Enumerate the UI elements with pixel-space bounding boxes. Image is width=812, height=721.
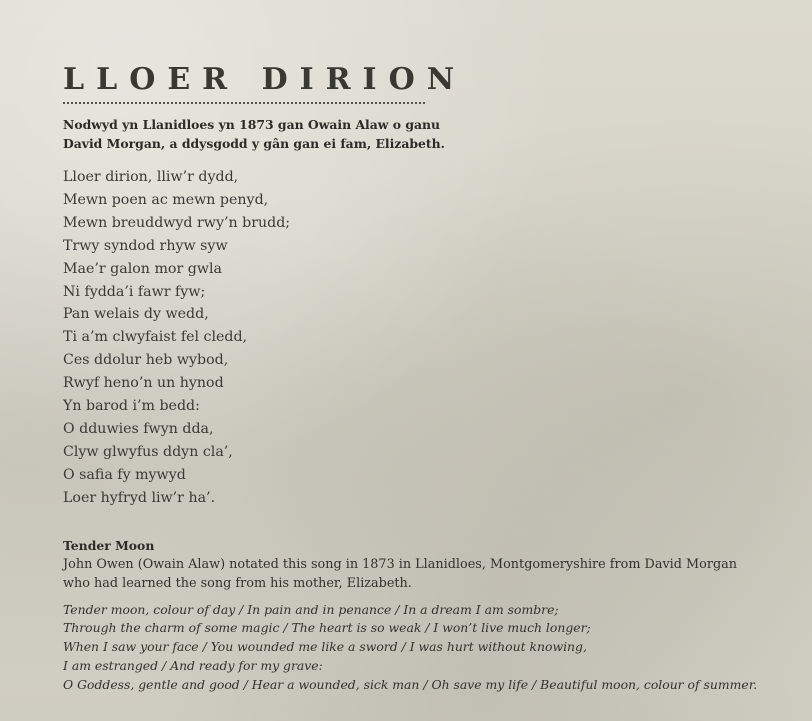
translation-line: Through the charm of some magic / The heart is so weak / I won’t live much longer;: [63, 620, 591, 636]
poem-line: Loer hyfryd liw’r ha’.: [63, 489, 216, 506]
english-title: Tender Moon: [63, 537, 155, 553]
poem-line: Mewn poen ac mewn penyd,: [63, 191, 269, 208]
poem-line: Pan welais dy wedd,: [63, 306, 209, 323]
poem-line: O safia fy mywyd: [63, 466, 186, 483]
translation-line: O Goddess, gentle and good / Hear a wounded, sick man / Oh save my life / Beautiful moon, colour of summer.: [63, 676, 758, 692]
poem-line: Ces ddolur heb wybod,: [63, 352, 229, 369]
poem-line: Trwy syndod rhyw syw: [63, 237, 228, 254]
poem-line: Mewn breuddwyd rwy’n brudd;: [63, 214, 291, 231]
poem-line: Ni fydda’i fawr fyw;: [63, 283, 206, 300]
poem-line: Lloer dirion, lliw’r dydd,: [63, 169, 239, 185]
english-intro-line: John Owen (Owain Alaw) notated this song in 1873 in Llanidloes, Montgomeryshire from David Morgan: [63, 556, 738, 572]
english-intro: [63, 555, 783, 593]
welsh-poem: [63, 166, 783, 510]
poem-line: Ti a’m clwyfaist fel cledd,: [63, 329, 248, 346]
poem-line: Yn barod i’m bedd:: [63, 398, 200, 415]
song-title: LLOER DIRION: [63, 62, 467, 97]
translation-line: When I saw your face / You wounded me like a sword / I was hurt without knowing,: [63, 639, 587, 655]
welsh-intro: [63, 115, 783, 153]
english-intro-line: who had learned the song from his mother, Elizabeth.: [63, 575, 412, 591]
translation-line: I am estranged / And ready for my grave:: [63, 657, 323, 673]
poem-line: Clyw glwyfus ddyn cla’,: [63, 443, 233, 460]
poem-line: Mae’r galon mor gwla: [63, 260, 222, 277]
song-page: [63, 62, 783, 695]
welsh-intro-line: David Morgan, a ddysgodd y gân gan ei fam, Elizabeth.: [63, 136, 445, 151]
translation-line: Tender moon, colour of day / In pain and in penance / In a dream I am sombre;: [63, 601, 559, 617]
poem-line: O dduwies fwyn dda,: [63, 420, 214, 437]
dotted-divider: [63, 102, 425, 104]
welsh-intro-line: Nodwyd yn Llanidloes yn 1873 gan Owain Alaw o ganu: [63, 117, 441, 132]
poem-line: Rwyf heno’n un hynod: [63, 375, 224, 392]
english-translation: [63, 601, 783, 695]
